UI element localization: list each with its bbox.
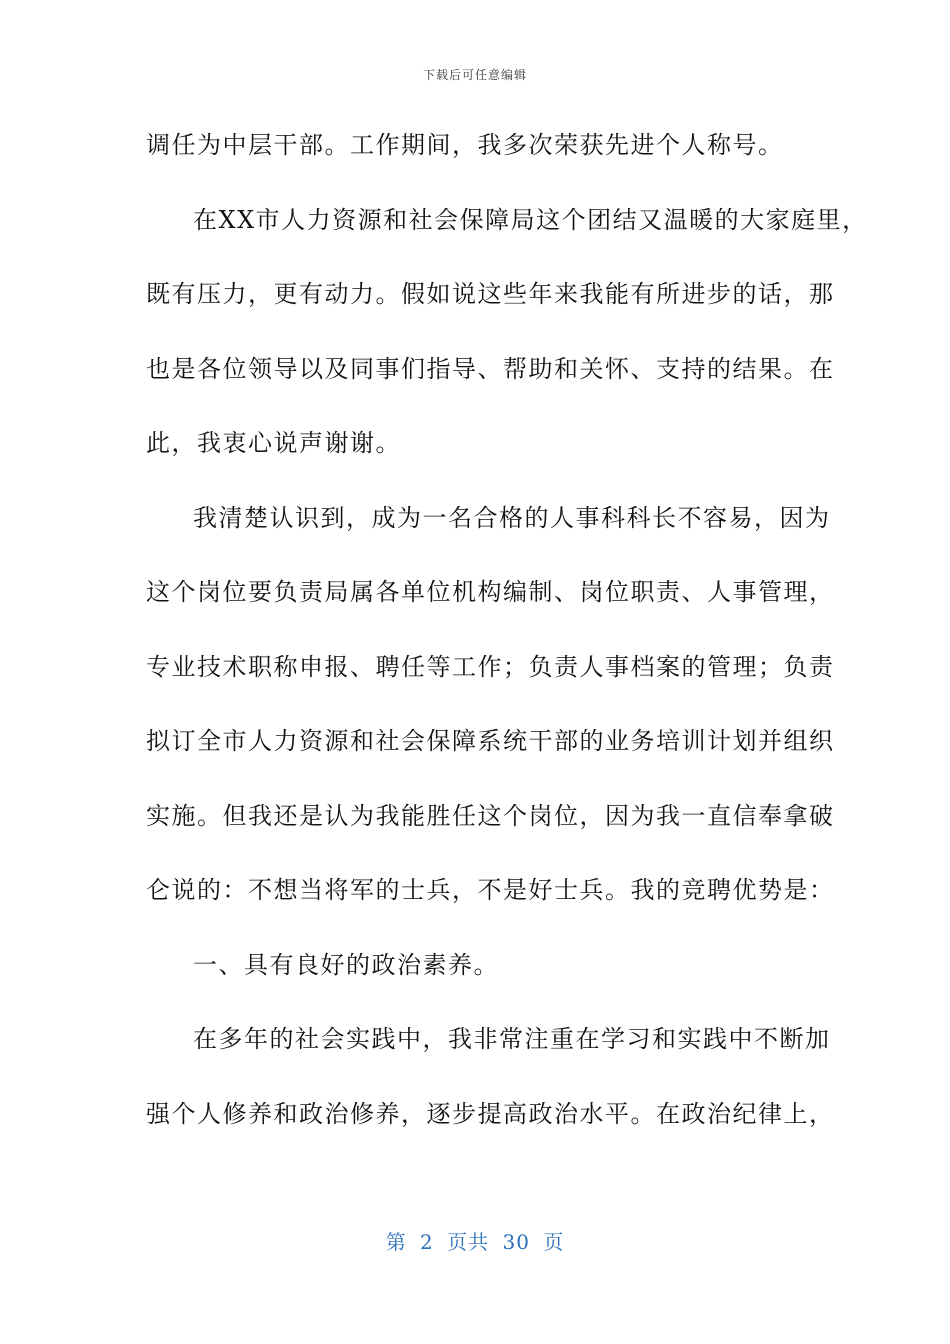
current-page-number: 2 [420, 1230, 434, 1254]
body-line: 在XX市人力资源和社会保障局这个团结又温暖的大家庭里， [193, 205, 868, 234]
body-line: 专业技术职称申报、聘任等工作；负责人事档案的管理；负责 [146, 652, 835, 681]
body-line: 也是各位领导以及同事们指导、帮助和关怀、支持的结果。在 [146, 354, 835, 383]
footer-prefix: 第 [385, 1230, 407, 1254]
total-page-count: 30 [502, 1230, 530, 1254]
page-header-note: 下载后可任意编辑 [422, 68, 527, 82]
body-line: 仑说的：不想当将军的士兵，不是好士兵。我的竞聘优势是： [146, 876, 835, 904]
footer-suffix: 页 [543, 1230, 565, 1254]
section-heading: 一、具有良好的政治素养。 [193, 950, 499, 979]
body-line: 实施。但我还是认为我能胜任这个岗位，因为我一直信奉拿破 [146, 801, 835, 830]
body-line: 调任为中层干部。工作期间，我多次荣获先进个人称号。 [146, 131, 784, 159]
body-line: 此，我衷心说声谢谢。 [146, 429, 401, 457]
footer-mid: 页共 [447, 1230, 490, 1254]
body-line: 既有压力，更有动力。假如说这些年来我能有所进步的话，那 [146, 280, 835, 308]
document-body [146, 126, 868, 1169]
body-line: 强个人修养和政治修养，逐步提高政治水平。在政治纪律上， [146, 1099, 835, 1128]
page-footer [0, 1226, 950, 1255]
body-line: 我清楚认识到，成为一名合格的人事科科长不容易，因为 [193, 503, 831, 532]
body-line: 拟订全市人力资源和社会保障系统干部的业务培训计划并组织 [146, 727, 835, 755]
body-line: 这个岗位要负责局属各单位机构编制、岗位职责、人事管理， [146, 578, 835, 606]
body-line: 在多年的社会实践中，我非常注重在学习和实践中不断加 [193, 1025, 831, 1053]
